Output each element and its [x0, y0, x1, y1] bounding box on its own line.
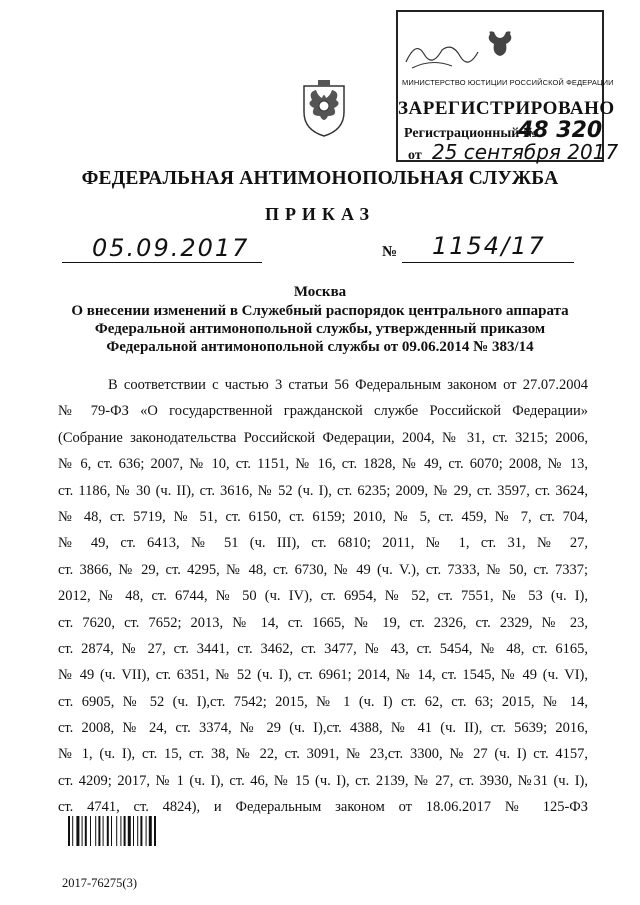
coat-of-arms-emblem	[298, 78, 350, 138]
body-text	[58, 372, 588, 821]
barcode-bar	[116, 816, 117, 846]
stamp-reg-number: 48 320	[518, 118, 603, 143]
date-underline	[62, 262, 262, 263]
barcode-bar	[133, 816, 134, 846]
stamp-reg-date: 25 сентября 2017	[432, 140, 619, 164]
body-line: № 1, (ч. I), ст. 15, ст. 38, № 22, ст. 3091, № 23,ст. 3300, № 27 (ч. I) ст. 4157,	[58, 746, 588, 763]
barcode-bar	[76, 816, 79, 846]
heading-line: Федеральной антимонопольной службы от 09.06.2014 № 383/14	[106, 339, 534, 355]
barcode-bar	[111, 816, 112, 846]
barcode-bar	[68, 816, 70, 846]
body-line: ст. 3866, № 29, ст. 4295, № 48, ст. 6730, № 49 (ч. V.), ст. 7333, № 50, ст. 7337;	[58, 561, 588, 578]
barcode-bar	[82, 816, 83, 846]
stamp-registered: ЗАРЕГИСТРИРОВАНО	[398, 98, 615, 119]
barcode-bar	[72, 816, 73, 846]
barcode-bar	[85, 816, 87, 846]
barcode-bar	[149, 816, 152, 846]
number-underline	[402, 262, 574, 263]
agency-name: ФЕДЕРАЛЬНАЯ АНТИМОНОПОЛЬНАЯ СЛУЖБА	[81, 168, 559, 189]
body-line: 2012, № 48, ст. 6744, № 50 (ч. IV), ст. 6954, № 52, ст. 7551, № 53 (ч. I),	[58, 588, 588, 605]
order-date: 05.09.2017	[92, 234, 250, 262]
barcode-bar	[107, 816, 109, 846]
body-line: (Собрание законодательства Российской Федерации, 2004, № 31, ст. 3215; 2006,	[58, 429, 588, 446]
heading-line: О внесении изменений в Служебный распорядок центрального аппарата	[71, 303, 569, 319]
barcode-bar	[90, 816, 91, 846]
body-line: № 6, ст. 636; 2007, № 10, ст. 1151, № 16, ст. 1828, № 49, ст. 6070; 2008, № 13,	[58, 456, 588, 473]
body-line: ст. 1186, № 30 (ч. II), ст. 3616, № 52 (ч. I), ст. 6235; 2009, № 29, ст. 3597, ст. 3624,	[58, 482, 588, 499]
body-line: В соответствии с частью 3 статьи 56 Федеральным законом от 27.07.2004	[108, 377, 588, 393]
barcode-bar	[137, 816, 138, 846]
heading-line: Федеральной антимонопольной службы, утвержденный приказом	[94, 321, 546, 337]
barcode-bar	[95, 816, 96, 846]
city: Москва	[293, 284, 347, 300]
barcode-bar	[154, 816, 156, 846]
body-line: ст. 2874, № 27, ст. 3441, ст. 3462, ст. 3477, № 43, ст. 5454, № 48, ст. 6165,	[58, 640, 588, 657]
body-line: № 79-ФЗ «О государственной гражданской службе Российской Федерации»	[58, 403, 588, 420]
stamp-reg-label: Регистрационный №	[404, 126, 537, 141]
barcode-bar	[124, 816, 126, 846]
barcode-bar	[140, 816, 142, 846]
barcode-bar	[98, 816, 100, 846]
stamp-ministry: МИНИСТЕРСТВО ЮСТИЦИИ РОССИЙСКОЙ ФЕДЕРАЦИИ	[402, 78, 614, 87]
barcode-bar	[128, 816, 131, 846]
order-title: ПРИКАЗ	[264, 204, 376, 224]
document-code: 2017-76275(3)	[62, 876, 137, 890]
order-number-label: №	[382, 244, 398, 260]
body-line: ст. 6905, № 52 (ч. I),ст. 7542; 2015, № 1 (ч. I) ст. 62, ст. 63; 2015, № 14,	[58, 693, 588, 710]
body-line: ст. 4209; 2017, № 1 (ч. I), ст. 46, № 15 (ч. I), ст. 2139, № 27, ст. 3930, №31 (ч. I),	[58, 772, 588, 789]
body-line: ст. 7620, ст. 7652; 2013, № 14, ст. 1665, № 19, ст. 2326, ст. 2329, № 23,	[58, 614, 588, 631]
order-number: 1154/17	[432, 232, 546, 260]
body-line: № 49 (ч. VII), ст. 6351, № 52 (ч. I), ст. 6961; 2014, № 14, ст. 1545, № 49 (ч. VI),	[58, 667, 588, 684]
barcode-bar	[103, 816, 104, 846]
barcode-bar	[146, 816, 147, 846]
order-heading	[40, 302, 600, 356]
body-line: ст. 2008, № 24, ст. 3374, № 29 (ч. I),ст. 4388, № 41 (ч. II), ст. 5639; 2016,	[58, 720, 588, 737]
barcode-bar	[120, 816, 121, 846]
registration-stamp	[396, 10, 619, 164]
handwritten-signature	[402, 32, 482, 72]
body-line: № 48, ст. 5719, № 51, ст. 6150, ст. 6159; 2010, № 5, ст. 459, № 7, ст. 704,	[58, 508, 588, 525]
body-line: ст. 4741, ст. 4824), и Федеральным законом от 18.06.2017 № 125-ФЗ	[58, 799, 588, 816]
barcode	[68, 816, 178, 846]
stamp-reg-from: от	[408, 148, 422, 163]
body-line: № 49, ст. 6413, № 51 (ч. III), ст. 6810; 2011, № 1, ст. 31, № 27,	[58, 535, 588, 552]
stamp-emblem-icon	[486, 28, 514, 58]
